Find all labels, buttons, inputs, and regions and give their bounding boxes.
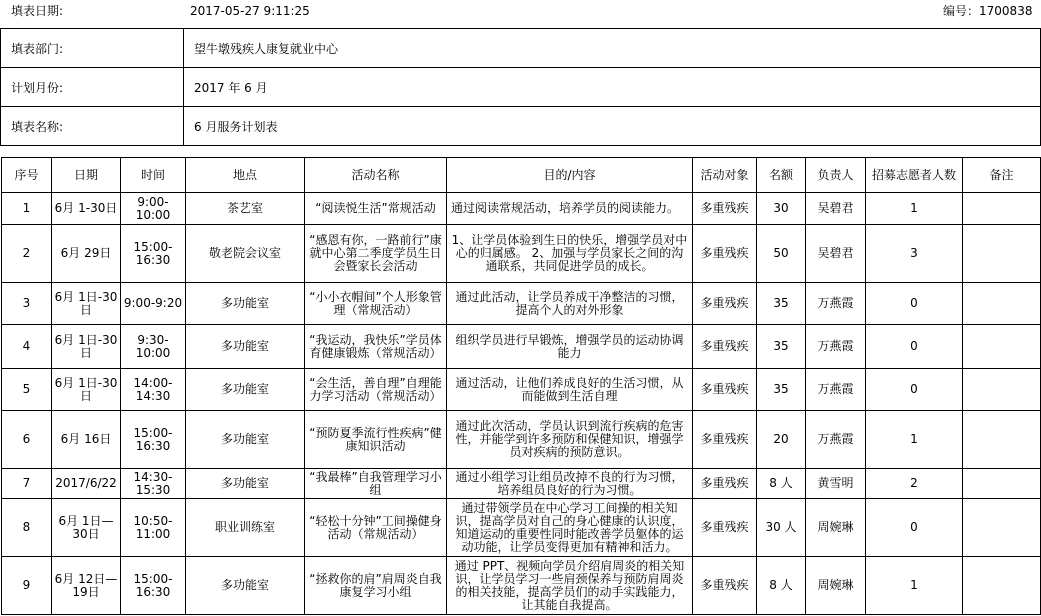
row-activity-name: “感恩有你，一路前行”康就中心第二季度学员生日会暨家长会活动 xyxy=(305,225,447,283)
table-row xyxy=(2,557,1041,615)
row-note xyxy=(963,499,1041,557)
form-number xyxy=(943,4,1032,18)
row-quota: 8 人 xyxy=(757,557,806,615)
row-no: 3 xyxy=(2,283,52,325)
row-target: 多重残疾 xyxy=(693,411,757,469)
info-row-department xyxy=(1,29,1041,68)
row-volunteers: 1 xyxy=(866,557,963,615)
service-plan-table xyxy=(1,157,1041,615)
row-time: 9:00-10:00 xyxy=(121,193,186,225)
row-owner: 吴碧君 xyxy=(806,193,866,225)
form-number-label: 编号： xyxy=(943,4,980,18)
row-volunteers: 1 xyxy=(866,193,963,225)
row-note xyxy=(963,469,1041,499)
row-note xyxy=(963,557,1041,615)
col-no-header: 序号 xyxy=(2,158,52,193)
row-activity-name: “预防夏季流行性疾病”健康知识活动 xyxy=(305,411,447,469)
row-no: 1 xyxy=(2,193,52,225)
row-target: 多重残疾 xyxy=(693,325,757,369)
header-row xyxy=(2,158,1041,193)
row-purpose: 通过带领学员在中心学习工间操的相关知识，提高学员对自己的身心健康的认识度，知道运动的重要性同时能改善学员躯体的运动功能，让学员变得更加有精神和活力。 xyxy=(447,499,693,557)
row-date: 6月 16日 xyxy=(52,411,121,469)
row-activity-name: “轻松十分钟”工间操健身活动（常规活动） xyxy=(305,499,447,557)
row-note xyxy=(963,193,1041,225)
row-place: 多功能室 xyxy=(186,369,305,411)
col-owner-header: 负责人 xyxy=(806,158,866,193)
row-activity-name: “阅读悦生活”常规活动 xyxy=(305,193,447,225)
row-target: 多重残疾 xyxy=(693,283,757,325)
row-no: 8 xyxy=(2,499,52,557)
row-note xyxy=(963,369,1041,411)
row-purpose: 通过此活动，让学员养成干净整洁的习惯，提高个人的对外形象 xyxy=(447,283,693,325)
row-volunteers: 0 xyxy=(866,499,963,557)
row-owner: 万燕霞 xyxy=(806,411,866,469)
row-purpose: 组织学员进行早锻炼，增强学员的运动协调能力 xyxy=(447,325,693,369)
row-place: 多功能室 xyxy=(186,469,305,499)
row-target: 多重残疾 xyxy=(693,557,757,615)
row-owner: 周婉琳 xyxy=(806,557,866,615)
row-note xyxy=(963,411,1041,469)
row-volunteers: 0 xyxy=(866,283,963,325)
table-row xyxy=(2,225,1041,283)
row-no: 2 xyxy=(2,225,52,283)
row-activity-name: “我最棒”自我管理学习小组 xyxy=(305,469,447,499)
row-volunteers: 2 xyxy=(866,469,963,499)
row-volunteers: 3 xyxy=(866,225,963,283)
row-purpose: 通过 PPT、视频向学员介绍肩周炎的相关知识，让学员学习一些肩颈保养与预防肩周炎的相关技能，提高学员们的动手实践能力，让其能自我提高。 xyxy=(447,557,693,615)
form-info-table xyxy=(0,28,1041,146)
row-no: 4 xyxy=(2,325,52,369)
row-target: 多重残疾 xyxy=(693,499,757,557)
info-label: 填表部门: xyxy=(1,29,184,68)
row-date: 6月 12日—19日 xyxy=(52,557,121,615)
row-owner: 黄雪明 xyxy=(806,469,866,499)
row-activity-name: “小小衣帽间”个人形象管理（常规活动） xyxy=(305,283,447,325)
row-no: 7 xyxy=(2,469,52,499)
row-quota: 20 xyxy=(757,411,806,469)
row-place: 茶艺室 xyxy=(186,193,305,225)
col-date-header: 日期 xyxy=(52,158,121,193)
row-note xyxy=(963,225,1041,283)
table-row xyxy=(2,369,1041,411)
row-no: 5 xyxy=(2,369,52,411)
row-place: 多功能室 xyxy=(186,411,305,469)
info-value: 望牛墩残疾人康复就业中心 xyxy=(184,29,1041,68)
table-row xyxy=(2,411,1041,469)
row-date: 6月 1日-30日 xyxy=(52,369,121,411)
row-quota: 35 xyxy=(757,369,806,411)
info-value: 6 月服务计划表 xyxy=(184,107,1041,146)
col-place-header: 地点 xyxy=(186,158,305,193)
col-note-header: 备注 xyxy=(963,158,1041,193)
row-quota: 30 人 xyxy=(757,499,806,557)
row-purpose: 通过小组学习让组员改掉不良的行为习惯，培养组员良好的行为习惯。 xyxy=(447,469,693,499)
row-date: 6月 1-30日 xyxy=(52,193,121,225)
info-row-month xyxy=(1,68,1041,107)
row-quota: 35 xyxy=(757,325,806,369)
row-quota: 50 xyxy=(757,225,806,283)
row-owner: 万燕霞 xyxy=(806,283,866,325)
table-row xyxy=(2,283,1041,325)
info-label: 计划月份: xyxy=(1,68,184,107)
col-target-header: 活动对象 xyxy=(693,158,757,193)
col-name-header: 活动名称 xyxy=(305,158,447,193)
row-time: 15:00-16:30 xyxy=(121,557,186,615)
row-target: 多重残疾 xyxy=(693,469,757,499)
row-owner: 万燕霞 xyxy=(806,369,866,411)
row-purpose: 通过活动，让他们养成良好的生活习惯，从而能做到生活自理 xyxy=(447,369,693,411)
row-volunteers: 0 xyxy=(866,325,963,369)
row-owner: 吴碧君 xyxy=(806,225,866,283)
row-note xyxy=(963,283,1041,325)
row-time: 9:30-10:00 xyxy=(121,325,186,369)
row-time: 14:30-15:30 xyxy=(121,469,186,499)
row-place: 职业训练室 xyxy=(186,499,305,557)
row-place: 多功能室 xyxy=(186,557,305,615)
table-row xyxy=(2,469,1041,499)
row-no: 9 xyxy=(2,557,52,615)
fill-date-value: 2017-05-27 9:11:25 xyxy=(190,4,310,18)
table-row xyxy=(2,193,1041,225)
row-place: 多功能室 xyxy=(186,325,305,369)
row-purpose: 通过阅读常规活动，培养学员的阅读能力。 xyxy=(447,193,693,225)
row-quota: 30 xyxy=(757,193,806,225)
row-volunteers: 0 xyxy=(866,369,963,411)
row-date: 2017/6/22 xyxy=(52,469,121,499)
info-label: 填表名称: xyxy=(1,107,184,146)
row-date: 6月 1日-30日 xyxy=(52,325,121,369)
row-time: 9:00-9:20 xyxy=(121,283,186,325)
row-date: 6月 1日—30日 xyxy=(52,499,121,557)
row-activity-name: “拯救你的肩”肩周炎自我康复学习小组 xyxy=(305,557,447,615)
row-owner: 万燕霞 xyxy=(806,325,866,369)
col-quota-header: 名额 xyxy=(757,158,806,193)
info-value: 2017 年 6 月 xyxy=(184,68,1041,107)
row-target: 多重残疾 xyxy=(693,369,757,411)
form-number-value: 1700838 xyxy=(979,4,1033,18)
row-purpose: 通过此次活动，学员认识到流行疾病的危害性，并能学到许多预防和保健知识，增强学员对疾病的预防意识。 xyxy=(447,411,693,469)
row-target: 多重残疾 xyxy=(693,225,757,283)
row-quota: 8 人 xyxy=(757,469,806,499)
info-row-title xyxy=(1,107,1041,146)
row-time: 15:00-16:30 xyxy=(121,225,186,283)
row-purpose: 1、让学员体验到生日的快乐，增强学员对中心的归属感。 2、加强与学员家长之间的沟通联系，共同促进学员的成长。 xyxy=(447,225,693,283)
form-header xyxy=(0,0,1041,22)
row-time: 15:00-16:30 xyxy=(121,411,186,469)
row-activity-name: “我运动，我快乐”学员体育健康锻炼（常规活动） xyxy=(305,325,447,369)
table-row xyxy=(2,499,1041,557)
row-date: 6月 29日 xyxy=(52,225,121,283)
row-no: 6 xyxy=(2,411,52,469)
col-time-header: 时间 xyxy=(121,158,186,193)
row-owner: 周婉琳 xyxy=(806,499,866,557)
col-volunteers-header: 招募志愿者人数 xyxy=(866,158,963,193)
row-date: 6月 1日-30日 xyxy=(52,283,121,325)
row-quota: 35 xyxy=(757,283,806,325)
row-time: 14:00-14:30 xyxy=(121,369,186,411)
row-place: 多功能室 xyxy=(186,283,305,325)
table-row xyxy=(2,325,1041,369)
col-purpose-header: 目的/内容 xyxy=(447,158,693,193)
row-time: 10:50-11:00 xyxy=(121,499,186,557)
row-activity-name: “会生活，善自理”自理能力学习活动（常规活动） xyxy=(305,369,447,411)
row-target: 多重残疾 xyxy=(693,193,757,225)
fill-date-label: 填表日期: xyxy=(11,4,64,18)
row-volunteers: 1 xyxy=(866,411,963,469)
row-note xyxy=(963,325,1041,369)
row-place: 敬老院会议室 xyxy=(186,225,305,283)
